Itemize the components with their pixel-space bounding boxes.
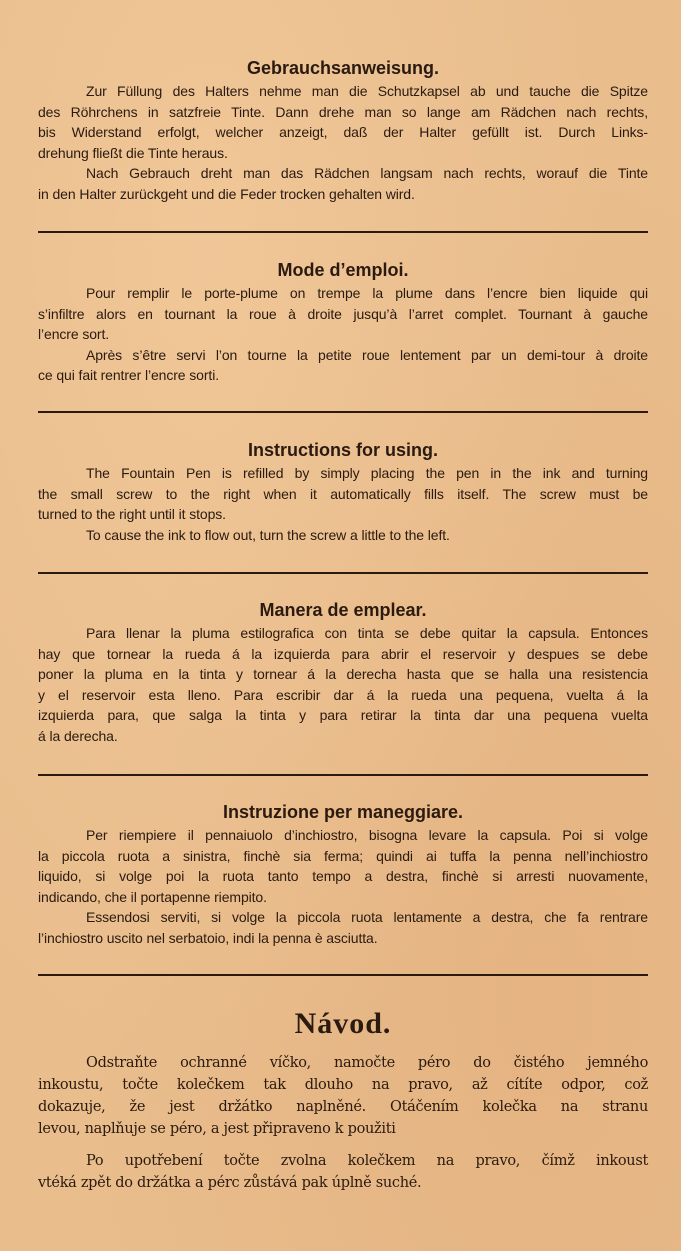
text-line: Pour remplir le porte-plume on trempe la plume dans l’encre bien liquide qui: [86, 285, 648, 301]
text-line: Zur Füllung des Halters nehme man die Schutzkapsel ab und tauche die Spitze: [86, 83, 648, 99]
divider: [38, 974, 648, 976]
section-english: [38, 437, 648, 545]
text-line: the small screw to the right when it automatically fills itself. The screw must be: [38, 485, 648, 502]
section-title: Manera de emplear.: [259, 600, 427, 620]
text-line: bis Widerstand erfolgt, welcher anzeigt, daß der Halter gefüllt ist. Durch Links-: [38, 124, 648, 141]
text-line: Per riempiere il pennaiuolo d’inchiostro, bisogna levare la capsula. Poi si volge: [86, 827, 648, 843]
text-line: Para llenar la pluma estilografica con tinta se debe quitar la capsula. Entonces: [86, 625, 648, 641]
text-line: izquierda para, que salga la tinta y para retirar la tinta dar una pequena vuelta: [38, 707, 648, 724]
text-line: Nach Gebrauch dreht man das Rädchen langsam nach rechts, worauf die Tinte: [86, 165, 648, 182]
text-line: la piccola ruota a sinistra, finchè sia ferma; quindi ai tuffa la penna nell’inchiostro: [38, 847, 648, 864]
section-title: Gebrauchsanweisung.: [246, 58, 440, 78]
section-french: [38, 257, 648, 386]
text-line: ce qui fait rentrer l’encre sorti.: [38, 367, 220, 384]
text-line: vtéká zpět do držátka a pérc zůstává pak úplně suché.: [38, 1175, 422, 1191]
text-line: hay que tornear la rueda á la izquierda para abrir el reservoir y despues se debe: [38, 645, 648, 662]
section-czech: [38, 1004, 648, 1194]
text-line: The Fountain Pen is refilled by simply placing the pen in the ink and turning: [86, 465, 648, 481]
text-line: in den Halter zurückgeht und die Feder trocken gehalten wird.: [38, 185, 415, 202]
text-line: á la derecha.: [38, 727, 118, 744]
text-line: drehung fließt die Tinte heraus.: [38, 144, 228, 161]
section-spanish: [38, 597, 648, 747]
text-line: indicando, che il portapenne riempito.: [38, 888, 267, 905]
text-line: turned to the right until it stops.: [38, 506, 226, 523]
text-line: Odstraňte ochranné víčko, namočte péro do čistého jemného: [86, 1055, 648, 1071]
section-german: [38, 55, 648, 205]
section-title: Instruzione per maneggiare.: [222, 802, 464, 822]
divider: [38, 231, 648, 233]
section-italian: [38, 799, 648, 949]
text-line: Essendosi serviti, si volge la piccola ruota lentamente a destra, che fa rentrare: [86, 909, 648, 926]
text-line: l’encre sort.: [38, 326, 110, 343]
text-line: poner la pluma en la tinta y tornear á la derecha hasta que se halla una resistencia: [38, 666, 648, 683]
section-title: Návod.: [294, 1007, 392, 1040]
text-line: des Röhrchens in satzfreie Tinte. Dann drehe man so lange am Rädchen nach rechts,: [38, 103, 648, 120]
text-line: inkoustu, točte kolečkem tak dlouho na pravo, až cítíte odpor, což: [38, 1077, 648, 1093]
text-line: l’inchiostro uscito nel serbatoio, indi la penna è asciutta.: [38, 929, 378, 946]
divider: [38, 411, 648, 413]
section-title: Instructions for using.: [247, 440, 438, 460]
section-title: Mode d’emploi.: [277, 260, 409, 280]
text-line: dokazuje, že jest držátko naplněné. Otáčením kolečka na stranu: [38, 1099, 648, 1115]
divider: [38, 572, 648, 574]
text-line: s’infiltre alors en tournant la roue à droite jusqu’à l’arret complet. Tournant à gauche: [38, 305, 648, 322]
text-line: Après s’être servi l’on tourne la petite roue lentement par un demi-tour à droite: [86, 346, 648, 363]
divider: [38, 774, 648, 776]
paragraph-gap: [38, 1140, 648, 1150]
text-line: liquido, si volge poi la ruota tanto tempo a destra, finchè si arresti nuovamente,: [38, 868, 648, 885]
text-line: levou, naplňuje se péro, a jest připraveno k použiti: [38, 1121, 396, 1137]
text-line: Po upotřebení točte zvolna kolečkem na pravo, čímž inkoust: [86, 1153, 648, 1169]
text-line: To cause the ink to flow out, turn the screw a little to the left.: [86, 526, 450, 543]
text-line: y el reservoir esta lleno. Para escribir dar á la rueda una pequena, vuelta á la: [38, 686, 648, 703]
